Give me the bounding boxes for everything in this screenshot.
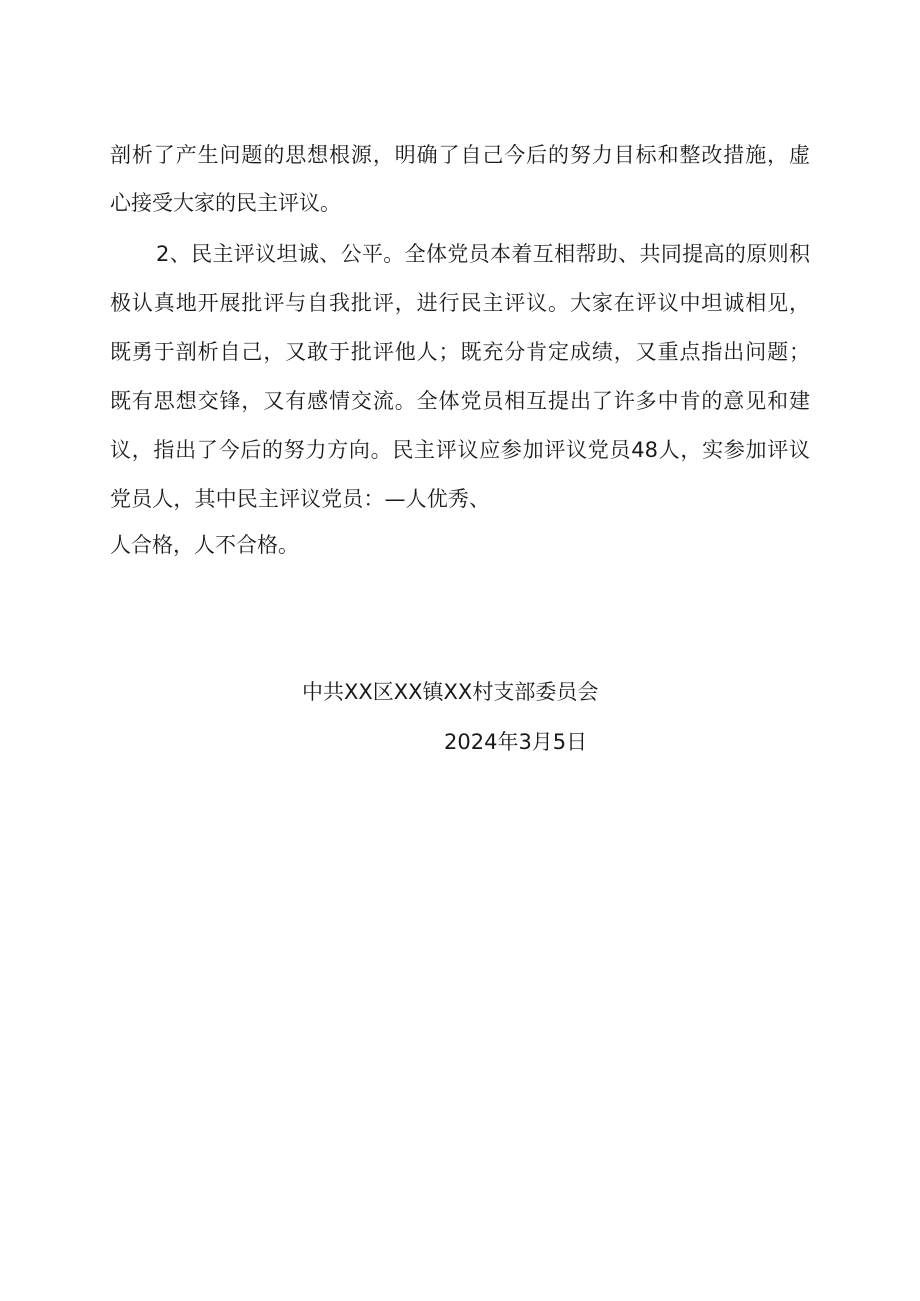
paragraph-line: 人合格，人不合格。 [110,533,299,557]
signature-organization: 中共XX区XX镇XX村支部委员会 [302,680,599,704]
signature-date: 2024年3月5日 [444,730,588,754]
paragraph-line: 既勇于剖析自己，又敢于批评他人；既充分肯定成绩，又重点指出问题； [110,340,810,364]
paragraph-line: 剖析了产生问题的思想根源，明确了自己今后的努力目标和整改措施，虚 [110,143,810,167]
paragraph-line: 2、民主评议坦诚、公平。全体党员本着互相帮助、共同提高的原则积 [156,242,810,266]
paragraph-line: 极认真地开展批评与自我批评，进行民主评议。大家在评议中坦诚相见， [110,291,810,315]
paragraph-line: 党员人，其中民主评议党员：—人优秀、 [110,487,490,511]
paragraph-line: 既有思想交锋，又有感情交流。全体党员相互提出了许多中肯的意见和建 [110,389,810,413]
paragraph-line: 议，指出了今后的努力方向。民主评议应参加评议党员48人，实参加评议 [110,438,810,462]
paragraph-line: 心接受大家的民主评议。 [110,191,341,215]
